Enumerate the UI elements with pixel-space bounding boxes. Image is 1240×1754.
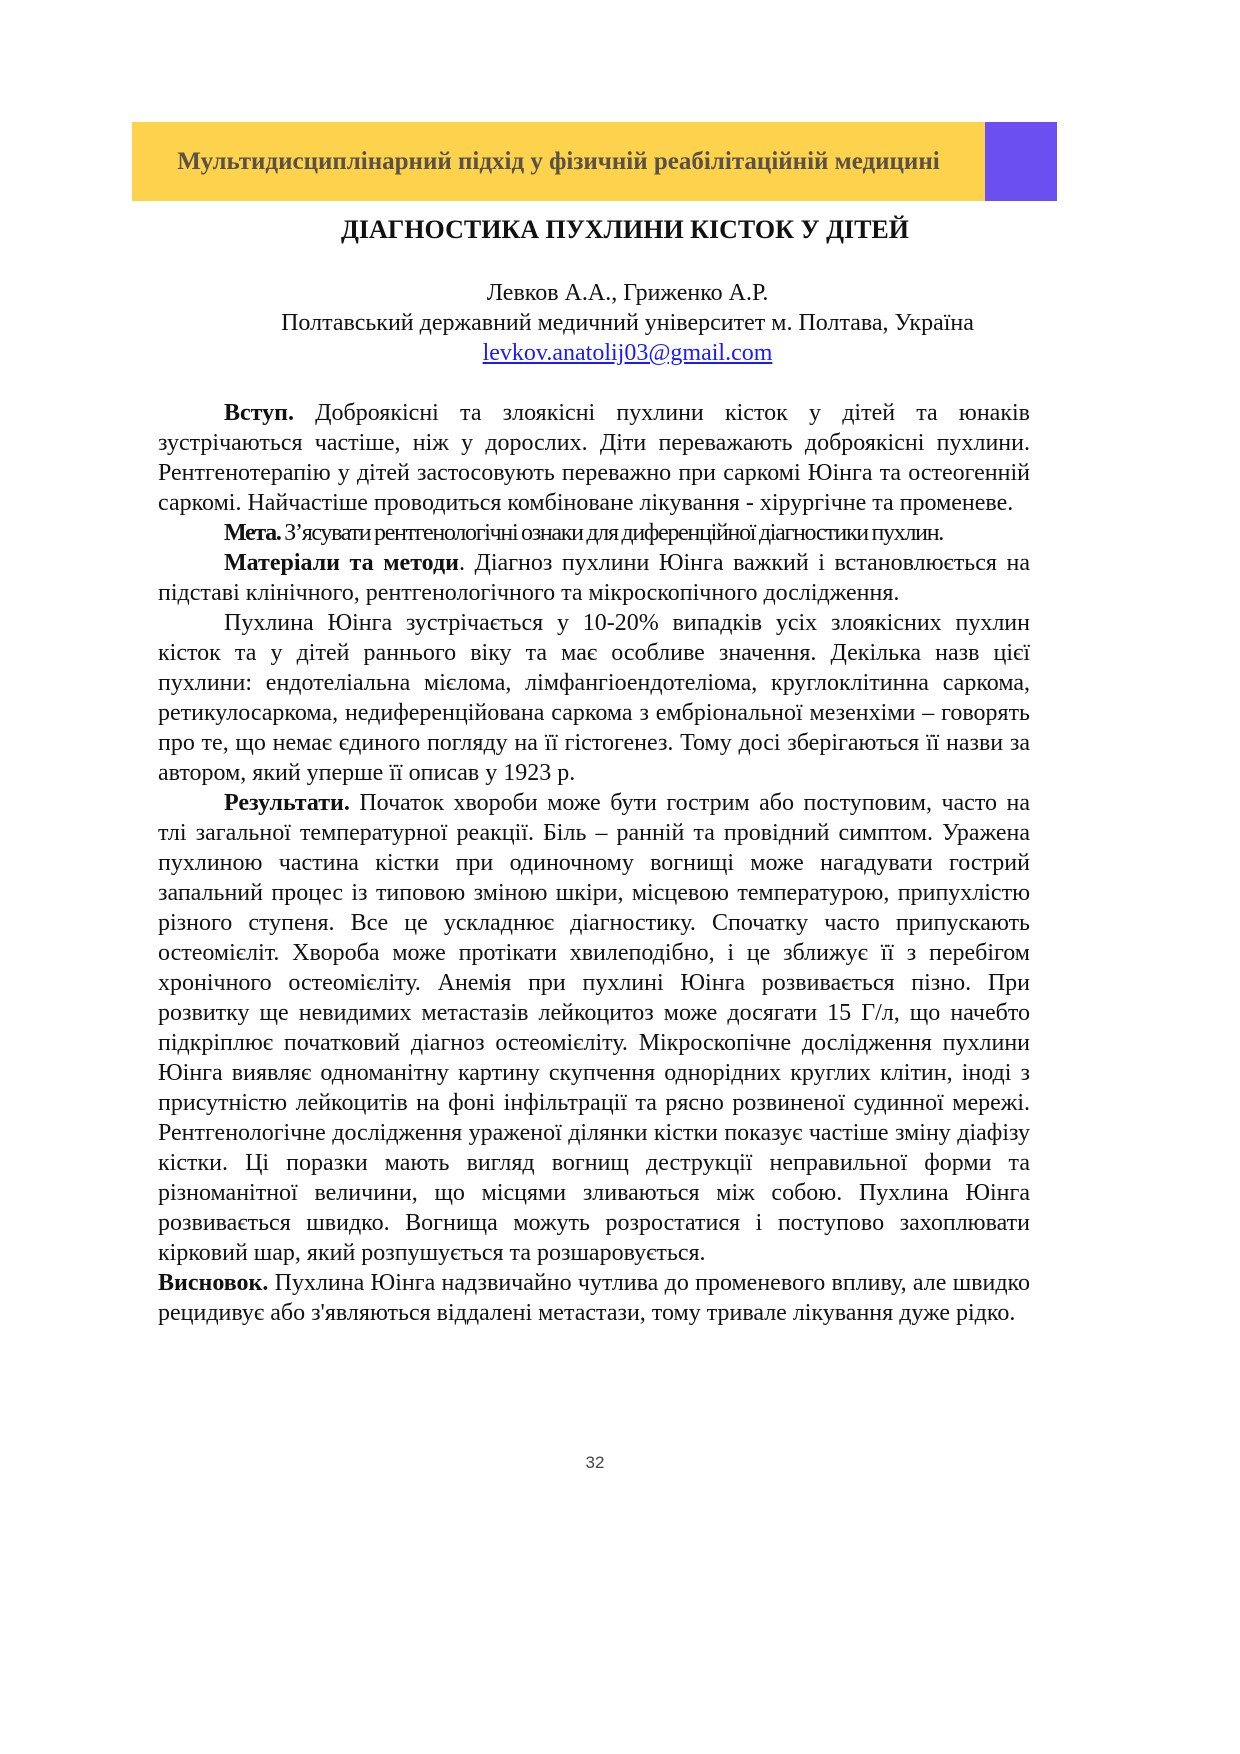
article-title: ДІАГНОСТИКА ПУХЛИНИ КІСТОК У ДІТЕЙ xyxy=(340,215,909,244)
header-accent-block xyxy=(985,122,1057,201)
paragraph-lead: Вступ. xyxy=(224,400,294,426)
paragraph-intro xyxy=(158,398,1030,518)
paragraph-ewing xyxy=(158,608,1030,788)
paragraph-lead: Мета. xyxy=(224,520,281,546)
paragraph-lead: Матеріали та методи xyxy=(224,550,459,576)
paragraph-text: Пухлина Юінга надзвичайно чутлива до променевого впливу, але швидко рецидивує або з'являються віддалені метастази, тому тривале лікування дуже рідко. xyxy=(158,1270,1030,1326)
paragraph-lead: Висновок. xyxy=(158,1270,269,1296)
page-number: 32 xyxy=(585,1453,605,1472)
article-body xyxy=(158,398,1030,1328)
paragraph-text: З’ясувати рентгенологічні ознаки для диференційної діагностики пухлин. xyxy=(280,520,943,546)
paragraph-text: . Діагноз пухлини Юінга важкий і встановлюється на підставі клінічного, рентгенологічного та мікроскопічного дослідження. xyxy=(158,550,1030,606)
paragraph-text: Доброякісні та злоякісні пухлини кісток у дітей та юнаків зустрічаються частіше, ніж у дорослих. Діти переважають доброякісні пухлини. Рентгенотерапію у дітей застосовують переважно при саркомі Юінга та остеогенній саркомі. Найчастіше проводиться комбіноване лікування - хірургічне та променеве. xyxy=(158,400,1030,516)
email-link[interactable]: levkov.anatolij03@gmail.com xyxy=(482,340,773,366)
authors: Левков А.А., Гриженко А.Р. xyxy=(486,280,769,306)
paragraph-text: Початок хвороби може бути гострим або поступовим, часто на тлі загальної температурної реакції. Біль – ранній та провідний симптом. Уражена пухлиною частина кістки при одиночному вогнищі може нагадувати гострий запальний процес із типовою зміною шкіри, місцевою температурою, припухлістю різного ступеня. Все це ускладнює діагностику. Спочатку часто припускають остеомієліт. Хвороба може протікати хвилеподібно, і це зближує її з перебігом хронічного остеомієліту. Анемія при пухлині Юінга розвивається пізно. При розвитку ще невидимих метастазів лейкоцитоз може досягати 15 Г/л, що начебто підкріплює початковий діагноз остеомієліту. Мікроскопічне дослідження пухлини Юінга виявляє одноманітну картину скупчення однорідних круглих клітин, іноді з присутністю лейкоцитів на фоні інфільтрації та рясно розвиненої судинної мережі. Рентгенологічне дослідження ураженої ділянки кістки показує частіше зміну діафізу кістки. Ці поразки мають вигляд вогнищ деструкції неправильної форми та різноманітної величини, що місцями зливаються між собою. Пухлина Юінга розвивається швидко. Вогнища можуть розростатися і поступово захоплювати кірковий шар, який розпушується та розшаровується. xyxy=(158,790,1030,1266)
paragraph-lead: Результати. xyxy=(224,790,350,816)
paragraph-text: Пухлина Юінга зустрічається у 10-20% випадків усіх злоякісних пухлин кісток та у дітей раннього віку та має особливе значення. Декілька назв цієї пухлини: ендотеліальна мієлома, лімфангіоендотеліома, круглоклітинна саркома, ретикулосаркома, недиференційована саркома з ембріональної мезенхіми – говорять про те, що немає єдиного погляду на її гістогенез. Тому досі зберігаються її назви за автором, який уперше її описав у 1923 р. xyxy=(158,610,1030,786)
paragraph-results xyxy=(158,788,1030,1268)
affiliation: Полтавський державний медичний університет м. Полтава, Україна xyxy=(281,310,974,336)
paragraph-methods xyxy=(158,548,1030,608)
conference-title: Мультидисциплінарний підхід у фізичній реабілітаційній медицині xyxy=(177,147,940,175)
paragraph-conclusion xyxy=(158,1268,1030,1328)
paragraph-aim xyxy=(158,518,1030,548)
